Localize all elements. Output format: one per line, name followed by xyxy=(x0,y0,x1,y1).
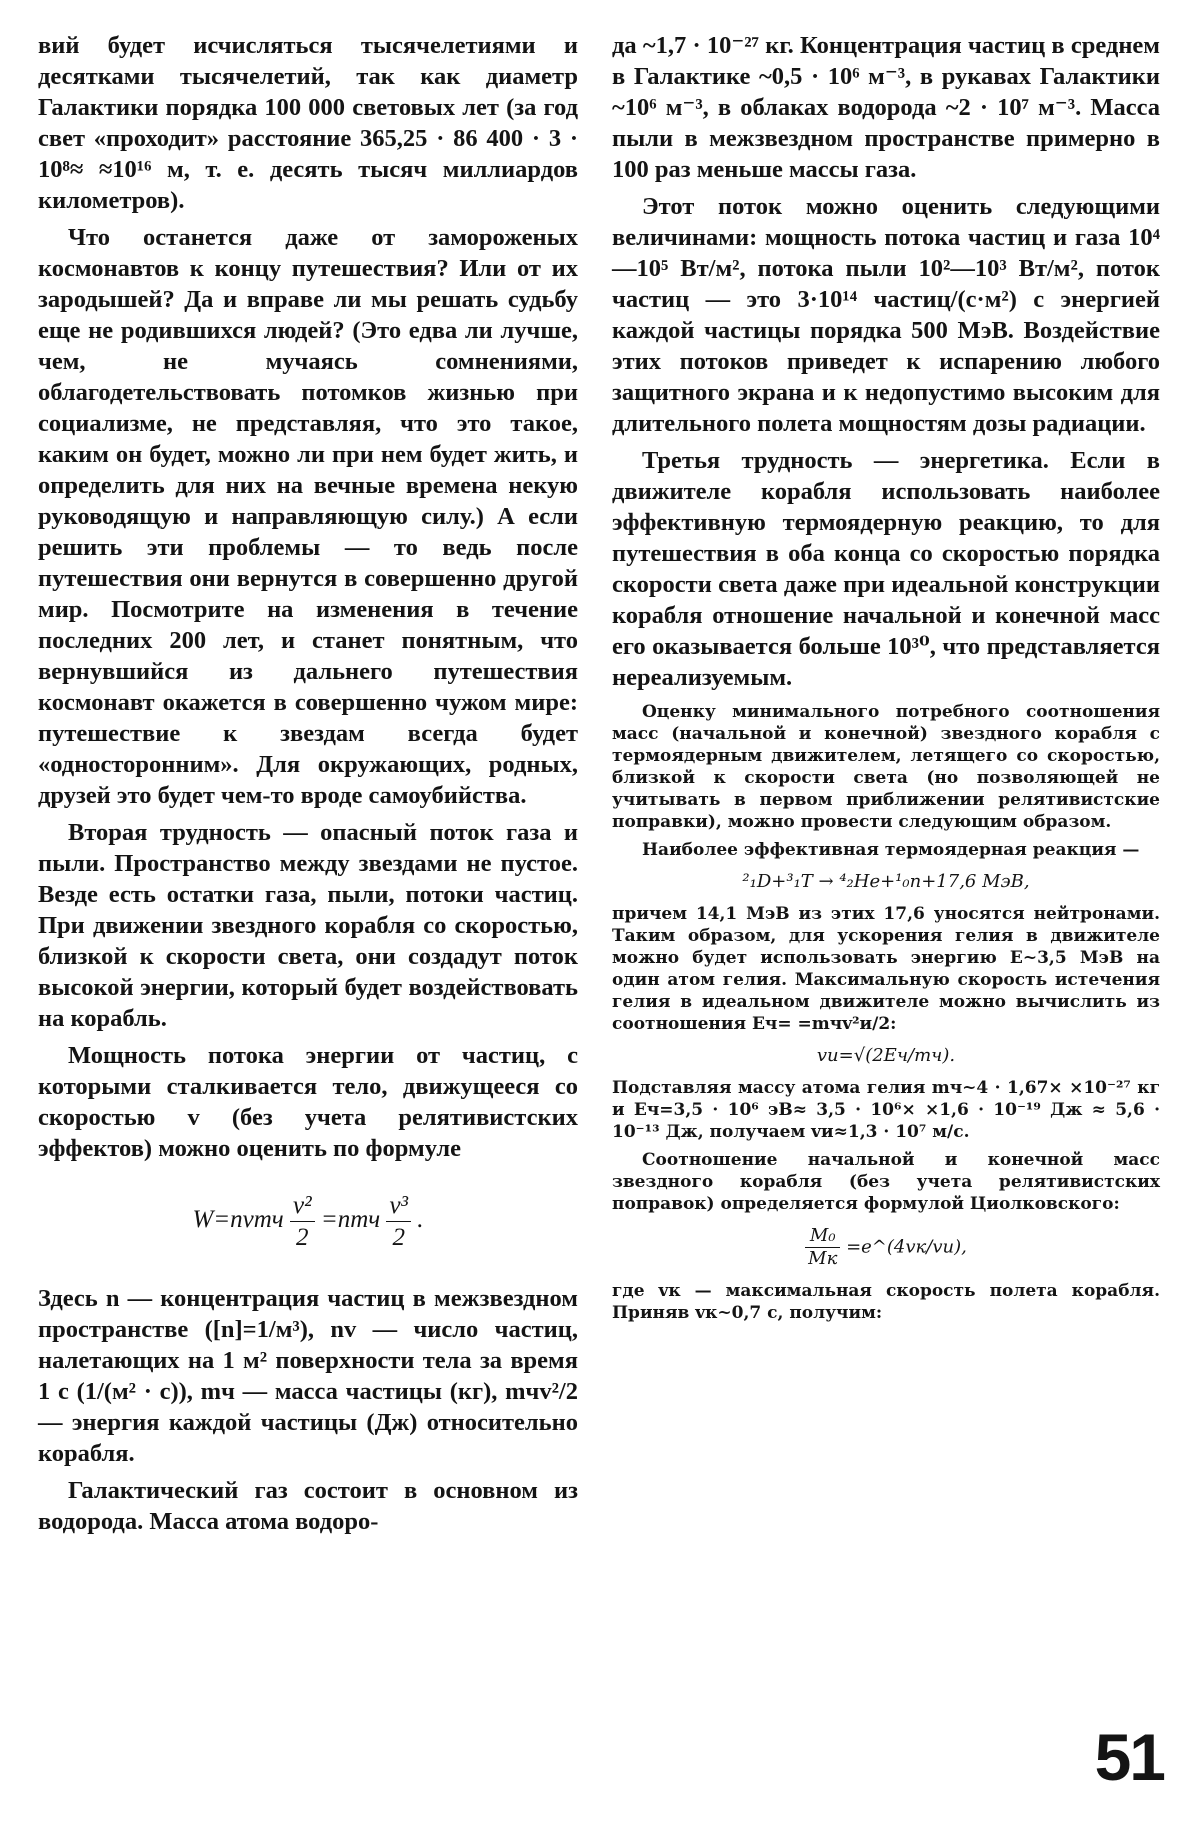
denominator: Mк xyxy=(808,1248,838,1269)
numerator: M₀ xyxy=(805,1225,840,1248)
paragraph: Галактический газ состоит в основном из водорода. Масса атома водоро- xyxy=(38,1477,578,1535)
paragraph: Вторая трудность — опасный поток газа и пыли. Пространство между звездами не пустое. Везде есть остатки газа, пыли, потоки частиц. При движении звездного корабля со скоростью, близкой к скорости света, они создадут поток высокой энергии, который будет воздействовать на корабль. xyxy=(38,819,578,1032)
paragraph: Что останется даже от замороженых космонавтов к концу путешествия? Или от их зародышей? Да и вправе ли мы решать судьбу еще не родившихся людей? (Это едва ли лучше, чем, не мучаясь сомнениями, облагодетельствовать потомков жизнью при социализме, не представляя, что это такое, каким он будет, можно ли при нем будет жить, и определить для них на вечные времена некую руководящую и направляющую силу.) А если решить эти проблемы — то ведь после путешествия они вернутся в совершенно другой мир. Посмотрите на изменения в течение последних 200 лет, и станет понятным, что вернувшийся из дальнего путешествия космонавт окажется в совершенно чужом мире: путешествие к звездам всегда будет «односторонним». Для окружающих, родных, друзей это будет чем-то вроде самоубийства. xyxy=(38,224,578,809)
page-number: 51 xyxy=(1094,1720,1164,1794)
numerator: v³ xyxy=(386,1190,411,1222)
formula-tsiolkovsky xyxy=(612,1225,1160,1270)
left-column xyxy=(38,30,578,1543)
denominator: 2 xyxy=(392,1224,405,1251)
formula-part: =nmч xyxy=(320,1206,381,1234)
note-paragraph: Оценку минимального потребного соотношения масс (начальной и конечной) звездного корабля с термоядерным движителем, летящего со скоростью, близкой к скорости света (но позволяющей не учитывать в первом приближении релятивистские поправки), можно провести следующим образом. xyxy=(612,702,1160,832)
paragraph: Этот поток можно оценить следующими величинами: мощность потока частиц и газа 10⁴—10⁵ Вт/м², потока пыли 10²—10³ Вт/м², поток частиц — это 3·10¹⁴ частиц/(с·м²) с энергией каждой частицы порядка 500 МэВ. Воздействие этих потоков приведет к испарению любого защитного экрана и к недопустимо высоким для длительного полета мощностям дозы радиации. xyxy=(612,193,1160,437)
fraction xyxy=(805,1225,840,1270)
formula-part: =e^(4vк/vи), xyxy=(846,1236,967,1258)
fraction xyxy=(290,1190,315,1253)
note-paragraph: Наиболее эффективная термоядерная реакция — xyxy=(642,840,1140,860)
formula-velocity: vи=√(2Eч/mч). xyxy=(816,1045,956,1066)
right-column xyxy=(612,30,1160,1330)
formula-part: W=nvmч xyxy=(192,1206,284,1234)
denominator: 2 xyxy=(296,1224,309,1251)
main-text xyxy=(612,30,1160,693)
formula-reaction: ²₁D+³₁T → ⁴₂He+¹₀n+17,6 МэВ, xyxy=(742,871,1030,892)
paragraph: вий будет исчисляться тысячелетиями и десятками тысячелетий, так как диаметр Галактики порядка 100 000 световых лет (за год свет «проходит» расстояние 365,25 · 86 400 · 3 · 10⁸≈ ≈10¹⁶ м, т. е. десять тысяч миллиардов километров). xyxy=(38,32,578,214)
paragraph: Третья трудность — энергетика. Если в движителе корабля использовать наиболее эффективную термоядерную реакцию, то для путешествия в оба конца со скоростью порядка скорости света даже при идеальной конструкции корабля отношение начальной и конечной масс его оказывается больше 10³⁰, что представляется нереализуемым. xyxy=(612,447,1160,691)
note-paragraph: где vк — максимальная скорость полета корабля. Приняв vк~0,7 c, получим: xyxy=(612,1281,1160,1323)
numerator: v² xyxy=(290,1190,315,1222)
note-paragraph: Подставляя массу атома гелия mч~4 · 1,67× ×10⁻²⁷ кг и Eч=3,5 · 10⁶ эВ≈ 3,5 · 10⁶× ×1,6 · 10⁻¹⁹ Дж ≈ 5,6 · 10⁻¹³ Дж, получаем vи≈1,3 · 10⁷ м/с. xyxy=(612,1078,1160,1142)
formula-part: . xyxy=(417,1206,424,1234)
formula-power xyxy=(38,1190,578,1253)
note-paragraph: причем 14,1 МэВ из этих 17,6 уносятся нейтронами. Таким образом, для ускорения гелия в движителе можно будет использовать энергию E~3,5 МэВ на один атом гелия. Максимальную скорость истечения гелия в идеальном движителе можно вычислить из соотношения Eч= =mчv²и/2: xyxy=(612,904,1160,1034)
fraction xyxy=(386,1190,411,1253)
paragraph: Мощность потока энергии от частиц, с которыми сталкивается тело, движущееся со скоростью v (без учета релятивистских эффектов) можно оценить по формуле xyxy=(38,1042,578,1162)
paragraph: да ~1,7 · 10⁻²⁷ кг. Концентрация частиц в среднем в Галактике ~0,5 · 10⁶ м⁻³, в рукавах Галактики ~10⁶ м⁻³, в облаках водорода ~2 · 10⁷ м⁻³. Масса пыли в межзвездном пространстве примерно в 100 раз меньше массы газа. xyxy=(612,32,1160,183)
small-print-note xyxy=(612,701,1160,1324)
note-paragraph: Соотношение начальной и конечной масс звездного корабля (без учета релятивистских поправок) определяется формулой Циолковского: xyxy=(612,1150,1160,1214)
paragraph: Здесь n — концентрация частиц в межзвездном пространстве ([n]=1/м³), nv — число частиц, налетающих на 1 м² поверхности тела за время 1 с (1/(м² · с)), mч — масса частицы (кг), mчv²/2 — энергия каждой частицы (Дж) относительно корабля. xyxy=(38,1285,578,1467)
